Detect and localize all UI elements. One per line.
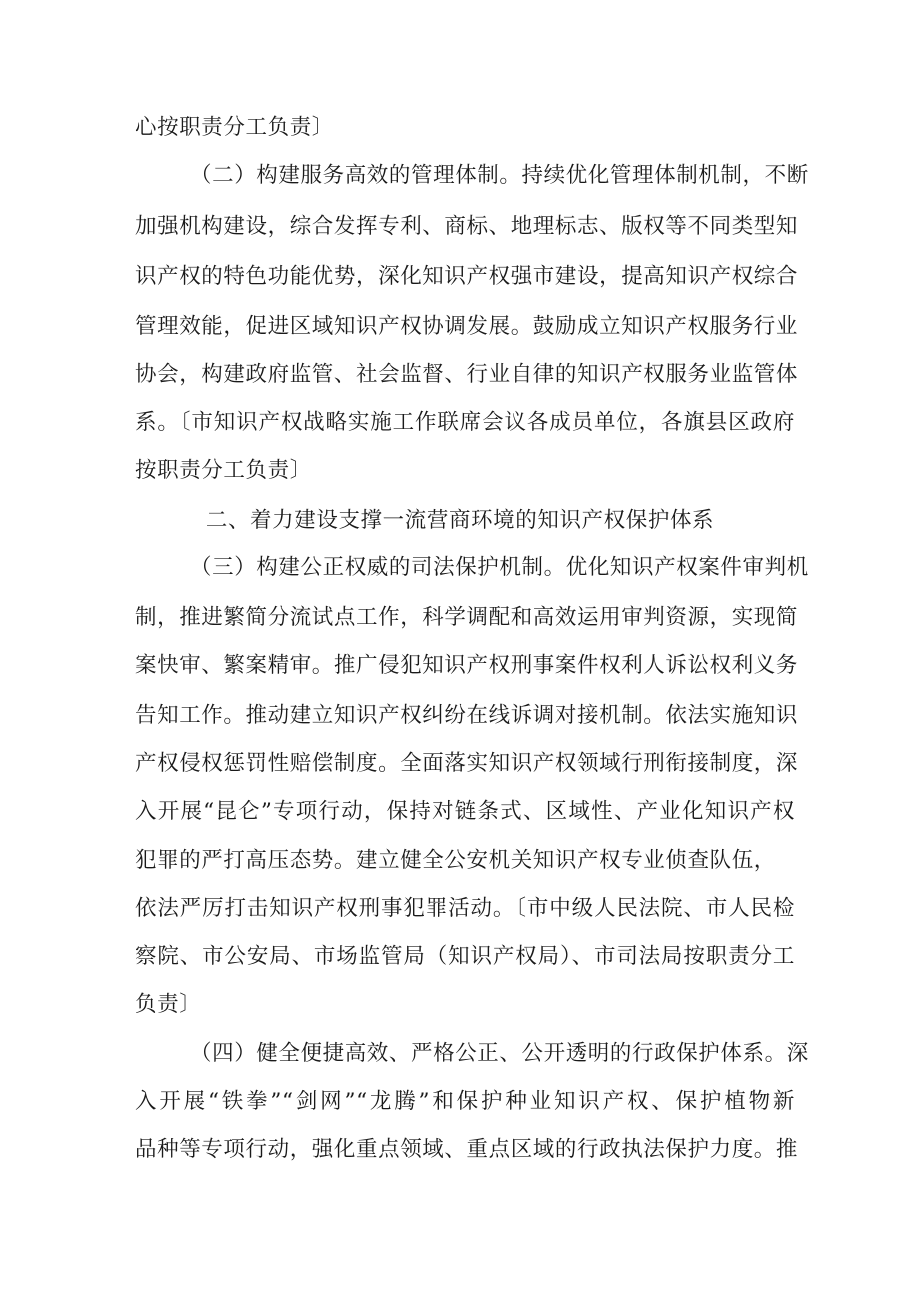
text-line: 管理效能，促进区域知识产权协调发展。鼓励成立知识产权服务行业 (135, 314, 799, 339)
text-line: 犯罪的严打高压态势。建立健全公安机关知识产权专业侦查队伍， (135, 848, 776, 873)
text-line: 品种等专项行动，强化重点领域、重点区域的行政执法保护力度。推 (135, 1137, 799, 1162)
text-line: 识产权的特色功能优势，深化知识产权强市建设，提高知识产权综合 (135, 264, 799, 289)
text-line: 产权侵权惩罚性赔偿制度。全面落实知识产权领域行刑衔接制度，深 (135, 751, 799, 776)
text-line: 入开展“昆仑”专项行动，保持对链条式、区域性、产业化知识产权 (135, 799, 795, 824)
text-line: 系。〔市知识产权战略实施工作联席会议各成员单位，各旗县区政府 (135, 410, 795, 435)
paragraph-3-start: （三）构建公正权威的司法保护机制。优化知识产权案件审判机 (190, 555, 809, 580)
paragraph-4-start: （四）健全便捷高效、严格公正、公开透明的行政保护体系。深 (190, 1041, 809, 1066)
text-line: 制，推进繁简分流试点工作，科学调配和高效运用审判资源，实现简 (135, 605, 799, 630)
paragraph-2-start: （二）构建服务高效的管理体制。持续优化管理体制机制，不断 (190, 163, 809, 188)
text-line: 告知工作。推动建立知识产权纠纷在线诉调对接机制。依法实施知识 (135, 703, 799, 728)
text-line: 依法严厉打击知识产权刑事犯罪活动。〔市中级人民法院、市人民检 (135, 896, 795, 921)
text-line: 察院、市公安局、市场监管局（知识产权局）、市司法局按职责分工 (135, 944, 795, 969)
section-heading: 二、着力建设支撑一流营商环境的知识产权保护体系 (205, 508, 715, 533)
text-line: 心按职责分工负责〕 (135, 115, 334, 140)
text-line: 负责〕 (135, 992, 202, 1017)
text-line: 加强机构建设，综合发挥专利、商标、地理标志、版权等不同类型知 (135, 214, 799, 239)
text-line: 案快审、繁案精审。推广侵犯知识产权刑事案件权利人诉讼权利义务 (135, 653, 799, 678)
text-line: 按职责分工负责〕 (135, 458, 312, 483)
text-line: 协会，构建政府监管、社会监督、行业自律的知识产权服务业监管体 (135, 362, 799, 387)
text-line: 入开展“铁拳”“剑网”“龙腾”和保护种业知识产权、保护植物新 (135, 1089, 795, 1114)
